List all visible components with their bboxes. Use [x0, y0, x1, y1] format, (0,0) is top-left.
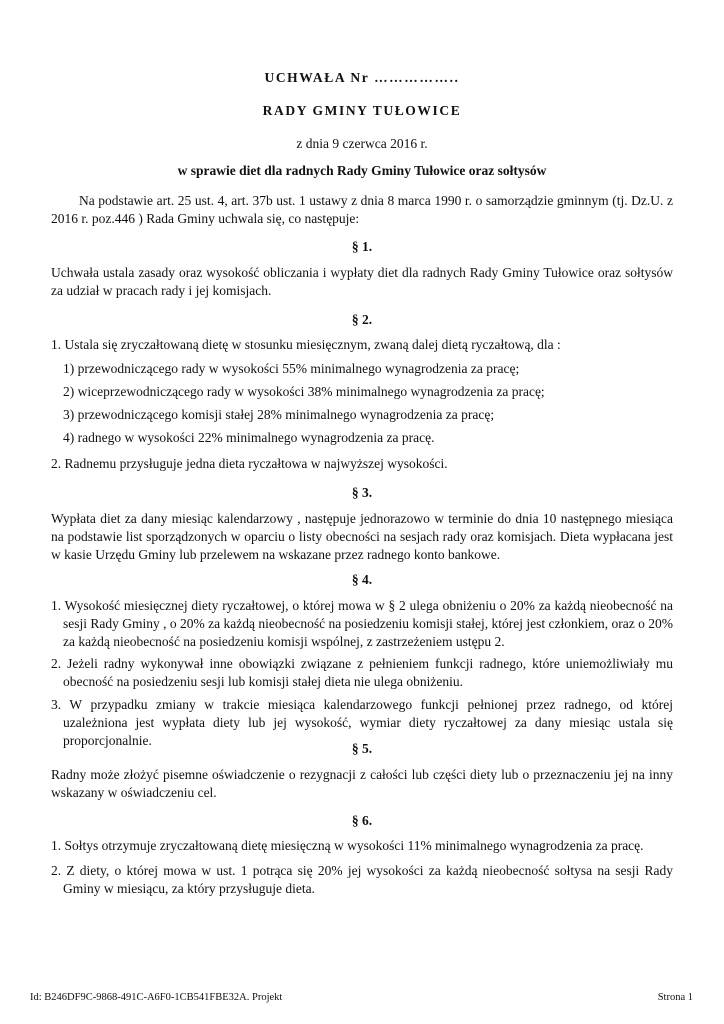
list-item: 2) wiceprzewodniczącego rady w wysokości 38% minimalnego wynagrodzenia za pracę; [63, 384, 545, 399]
resolution-title: UCHWAŁA Nr …………….. [264, 70, 460, 85]
council-name: RADY GMINY TUŁOWICE [262, 103, 462, 118]
section-heading-4: § 4. [351, 572, 373, 587]
page-number: Strona 1 [657, 992, 693, 1003]
section-heading-1: § 1. [351, 239, 373, 254]
list-item: 4) radnego w wysokości 22% minimalnego wynagrodzenia za pracę. [63, 430, 435, 445]
section-1-text: Uchwała ustala zasady oraz wysokość obliczania i wypłaty diet dla radnych Rady Gminy Tułowice oraz sołtysów za udział w pracach rady i jej komisjach. [51, 265, 673, 298]
section-6-paragraph-2: 2. Z diety, o której mowa w ust. 1 potrąca się 20% jej wysokości za każdą nieobecność sołtysa na sesji Rady Gminy w miesiącu, za który przysługuje dieta. [51, 863, 673, 896]
section-2-paragraph-1: 1. Ustala się zryczałtowaną dietę w stosunku miesięcznym, zwaną dalej dietą ryczałtową, dla : [51, 337, 561, 352]
list-item: 3) przewodniczącego komisji stałej 28% minimalnego wynagrodzenia za pracę; [63, 407, 495, 422]
section-heading-3: § 3. [351, 485, 373, 500]
section-6-paragraph-1: 1. Sołtys otrzymuje zryczałtowaną dietę miesięczną w wysokości 11% minimalnego wynagrodzenia za pracę. [51, 838, 644, 853]
section-4-paragraph-2: 2. Jeżeli radny wykonywał inne obowiązki związane z pełnieniem funkcji radnego, które uniemożliwiały mu obecność na posiedzeniu sesji lub komisji stałej dieta nie ulega obniżeniu. [51, 656, 673, 689]
section-5-text: Radny może złożyć pisemne oświadczenie o rezygnacji z całości lub części diety lub o przeznaczeniu jej na inny wskazany w oświadczeniu cel. [51, 767, 673, 800]
section-heading-5: § 5. [351, 741, 373, 756]
section-3-text: Wypłata diet za dany miesiąc kalendarzowy , następuje jednorazowo w terminie do dnia 10 następnego miesiąca na podstawie list sporządzonych w oparciu o listy obecności na sesjach rady oraz komisjach. Dieta wypłacana jest w kasie Urzędu Gminy lub przelewem na wskazane przez radnego konto bankowe. [51, 511, 673, 562]
section-2-paragraph-2: 2. Radnemu przysługuje jedna dieta ryczałtowa w najwyższej wysokości. [51, 456, 448, 471]
section-heading-6: § 6. [351, 813, 373, 828]
preamble: Na podstawie art. 25 ust. 4, art. 37b ust. 1 ustawy z dnia 8 marca 1990 r. o samorządzie gminnym (tj. Dz.U. z 2016 r. poz.446 ) Rada Gminy uchwala się, co następuje: [51, 193, 673, 226]
list-item: 1) przewodniczącego rady w wysokości 55% minimalnego wynagrodzenia za pracę; [63, 361, 520, 376]
section-4-paragraph-3: 3. W przypadku zmiany w trakcie miesiąca kalendarzowego funkcji pełnionej przez radnego, od której uzależniona jest wypłata diety lub jej wysokość, wymiar diety ryczałtowej za dany miesiąc ustala się proporcjonalnie. [51, 697, 673, 748]
resolution-subject: w sprawie diet dla radnych Rady Gminy Tułowice oraz sołtysów [177, 163, 547, 178]
document-id: Id: B246DF9C-9868-491C-A6F0-1CB541FBE32A. Projekt [30, 992, 283, 1003]
resolution-date: z dnia 9 czerwca 2016 r. [296, 136, 428, 151]
section-heading-2: § 2. [351, 312, 373, 327]
section-4-paragraph-1: 1. Wysokość miesięcznej diety ryczałtowej, o której mowa w § 2 ulega obniżeniu o 20% za każdą nieobecność na sesji Rady Gminy , o 20% za każdą nieobecność na posiedzeniu komisji stałej, której jest członkiem, oraz o 20% za każdą nieobecność na posiedzeniu komisji wspólnej, z zastrzeżeniem ustępu 2. [51, 598, 673, 649]
